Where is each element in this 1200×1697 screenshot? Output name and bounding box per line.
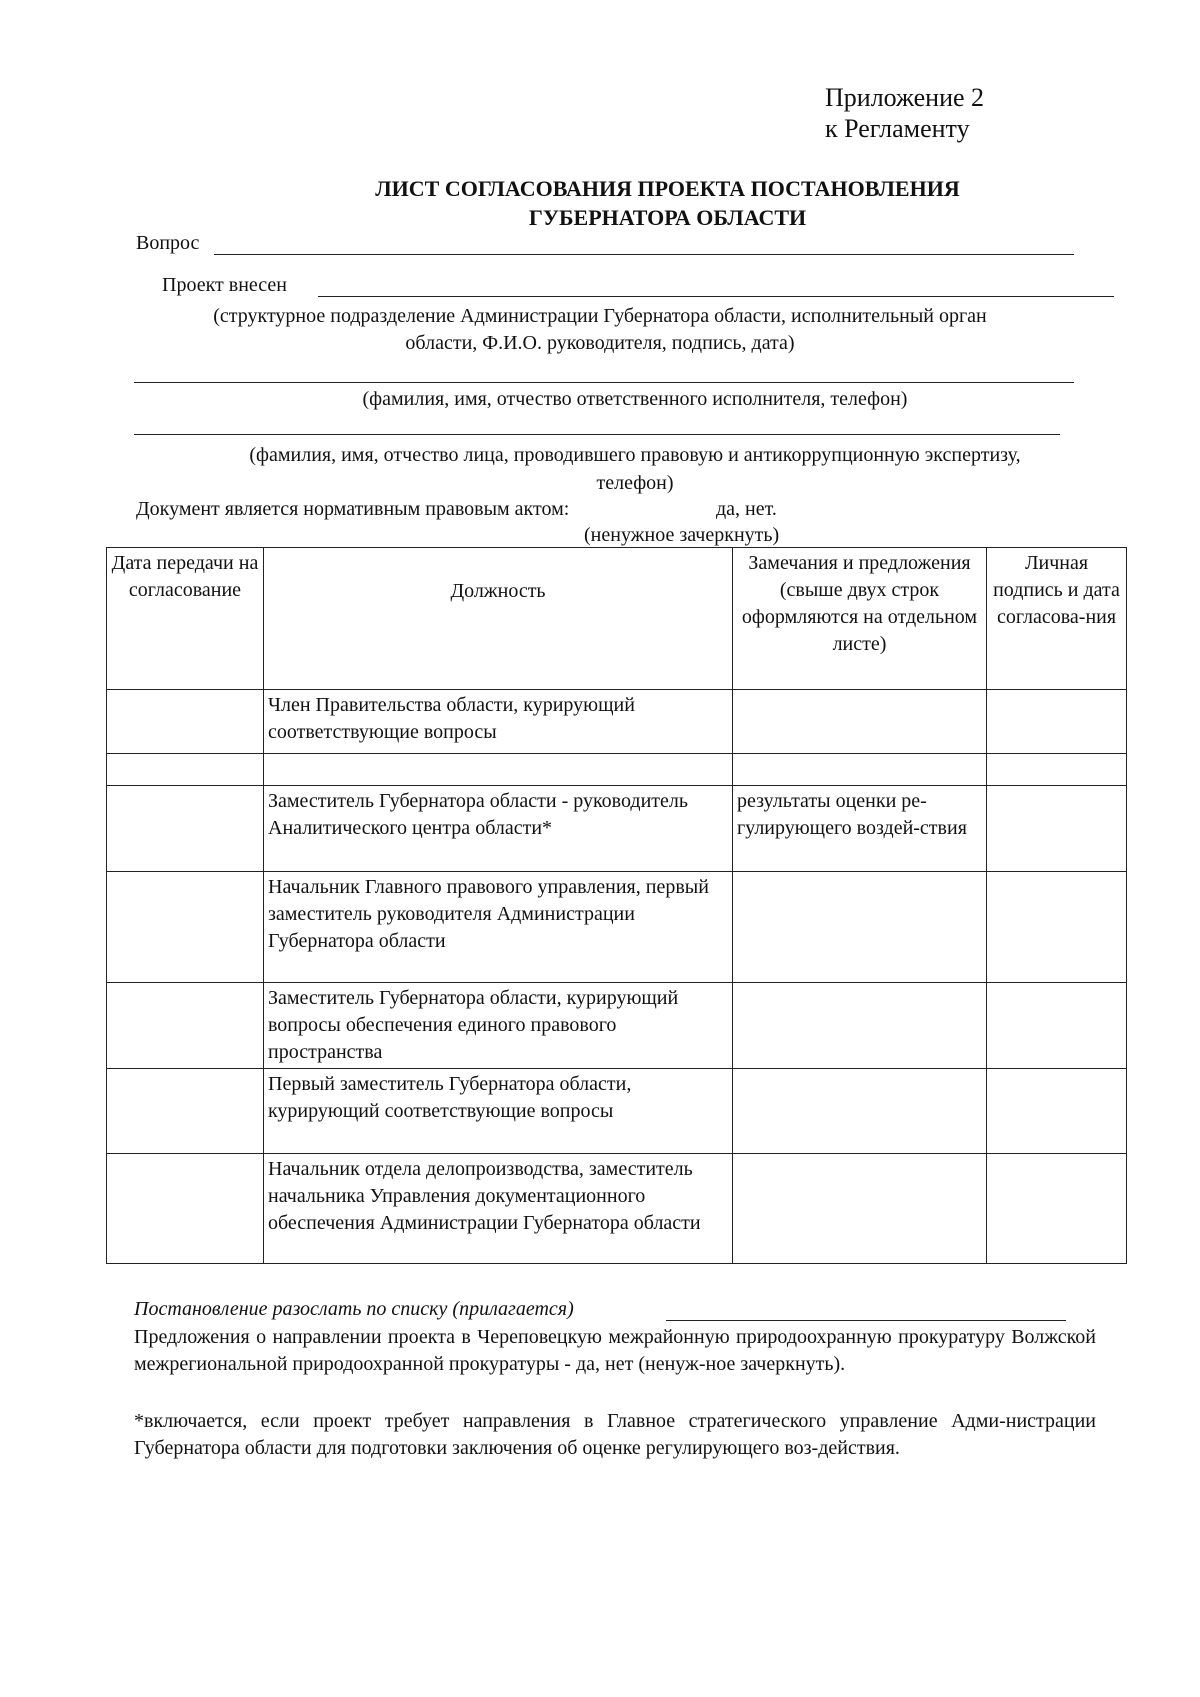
project-label: Проект внесен <box>162 274 287 296</box>
date-cell[interactable] <box>107 872 264 983</box>
remarks-cell[interactable] <box>733 983 987 1069</box>
table-row <box>107 1069 1127 1154</box>
table-row <box>107 872 1127 983</box>
signature-cell[interactable] <box>987 872 1127 983</box>
header-remarks: Замечания и предложения (свыше двух строк оформляются на отдельном листе) <box>733 548 987 690</box>
project-hint-1: (структурное подразделение Администрации Губернатора области, исполнительный орган <box>213 305 987 327</box>
executor-line[interactable] <box>134 382 1074 383</box>
distribution-line[interactable] <box>666 1320 1066 1321</box>
remarks-cell[interactable]: результаты оценки ре-гулирующего воздей-ствия <box>733 786 987 872</box>
date-cell[interactable] <box>107 1069 264 1154</box>
date-cell[interactable] <box>107 786 264 872</box>
table-header-row <box>107 548 1127 690</box>
table-row <box>107 754 1127 786</box>
date-cell[interactable] <box>107 1154 264 1264</box>
distribution-label: Постановление разослать по списку (прилагается) <box>134 1298 574 1320</box>
question-line[interactable] <box>214 254 1074 255</box>
normative-label: Документ является нормативным правовым актом: <box>136 498 570 520</box>
remarks-cell[interactable] <box>733 1154 987 1264</box>
document-title <box>0 174 1200 232</box>
position-cell: Первый заместитель Губернатора области, курирующий соответствующие вопросы <box>264 1069 733 1154</box>
position-cell: Начальник отдела делопроизводства, заместитель начальника Управления документационного обеспечения Администрации Губернатора области <box>264 1154 733 1264</box>
remarks-cell[interactable] <box>733 754 987 786</box>
date-cell[interactable] <box>107 690 264 754</box>
footnote-text: *включается, если проект требует направления в Главное стратегического управление Адми-нистрации Губернатора области для подготовки заключения об оценке регулирующего воз-действия. <box>134 1410 1096 1459</box>
proposal-text: Предложения о направлении проекта в Череповецкую межрайонную природоохранную прокуратуру Волжской межрегиональной природоохранной прокуратуры - да, нет (ненуж-ное зачеркнуть). <box>134 1326 1096 1375</box>
header-signature: Личная подпись и дата согласова-ния <box>987 548 1127 690</box>
position-cell: Член Правительства области, курирующий соответствующие вопросы <box>264 690 733 754</box>
expert-hint-2: телефон) <box>596 472 674 494</box>
normative-hint: (ненужное зачеркнуть) <box>584 524 780 546</box>
table-row <box>107 1154 1127 1264</box>
title-line-1: ЛИСТ СОГЛАСОВАНИЯ ПРОЕКТА ПОСТАНОВЛЕНИЯ <box>375 176 960 201</box>
position-cell: Заместитель Губернатора области - руководитель Аналитического центра области* <box>264 786 733 872</box>
appendix-line-1: Приложение 2 <box>825 83 985 112</box>
table-row <box>107 690 1127 754</box>
appendix-reference <box>825 82 984 144</box>
position-cell: Заместитель Губернатора области, курирующий вопросы обеспечения единого правового пространства <box>264 983 733 1069</box>
appendix-line-2: к Регламенту <box>825 114 970 143</box>
project-line[interactable] <box>318 296 1114 297</box>
date-cell[interactable] <box>107 983 264 1069</box>
header-position: Должность <box>264 548 733 690</box>
expert-hint-1: (фамилия, имя, отчество лица, проводившего правовую и антикоррупционную экспертизу, <box>249 444 1021 466</box>
signature-cell[interactable] <box>987 983 1127 1069</box>
question-label: Вопрос <box>136 232 200 254</box>
expert-line[interactable] <box>134 434 1060 435</box>
position-cell: Начальник Главного правового управления, первый заместитель руководителя Администрации Губернатора области <box>264 872 733 983</box>
remarks-cell[interactable] <box>733 1069 987 1154</box>
position-cell[interactable] <box>264 754 733 786</box>
title-line-2: ГУБЕРНАТОРА ОБЛАСТИ <box>528 205 807 230</box>
approval-table <box>106 547 1127 1264</box>
table-row <box>107 786 1127 872</box>
signature-cell[interactable] <box>987 690 1127 754</box>
remarks-cell[interactable] <box>733 690 987 754</box>
signature-cell[interactable] <box>987 1069 1127 1154</box>
signature-cell[interactable] <box>987 754 1127 786</box>
remarks-cell[interactable] <box>733 872 987 983</box>
project-hint-2: области, Ф.И.О. руководителя, подпись, дата) <box>405 332 795 354</box>
table-row <box>107 983 1127 1069</box>
signature-cell[interactable] <box>987 786 1127 872</box>
executor-hint: (фамилия, имя, отчество ответственного исполнителя, телефон) <box>362 388 908 410</box>
signature-cell[interactable] <box>987 1154 1127 1264</box>
normative-value[interactable]: да, нет. <box>716 498 777 520</box>
header-date: Дата передачи на согласование <box>107 548 264 690</box>
date-cell[interactable] <box>107 754 264 786</box>
